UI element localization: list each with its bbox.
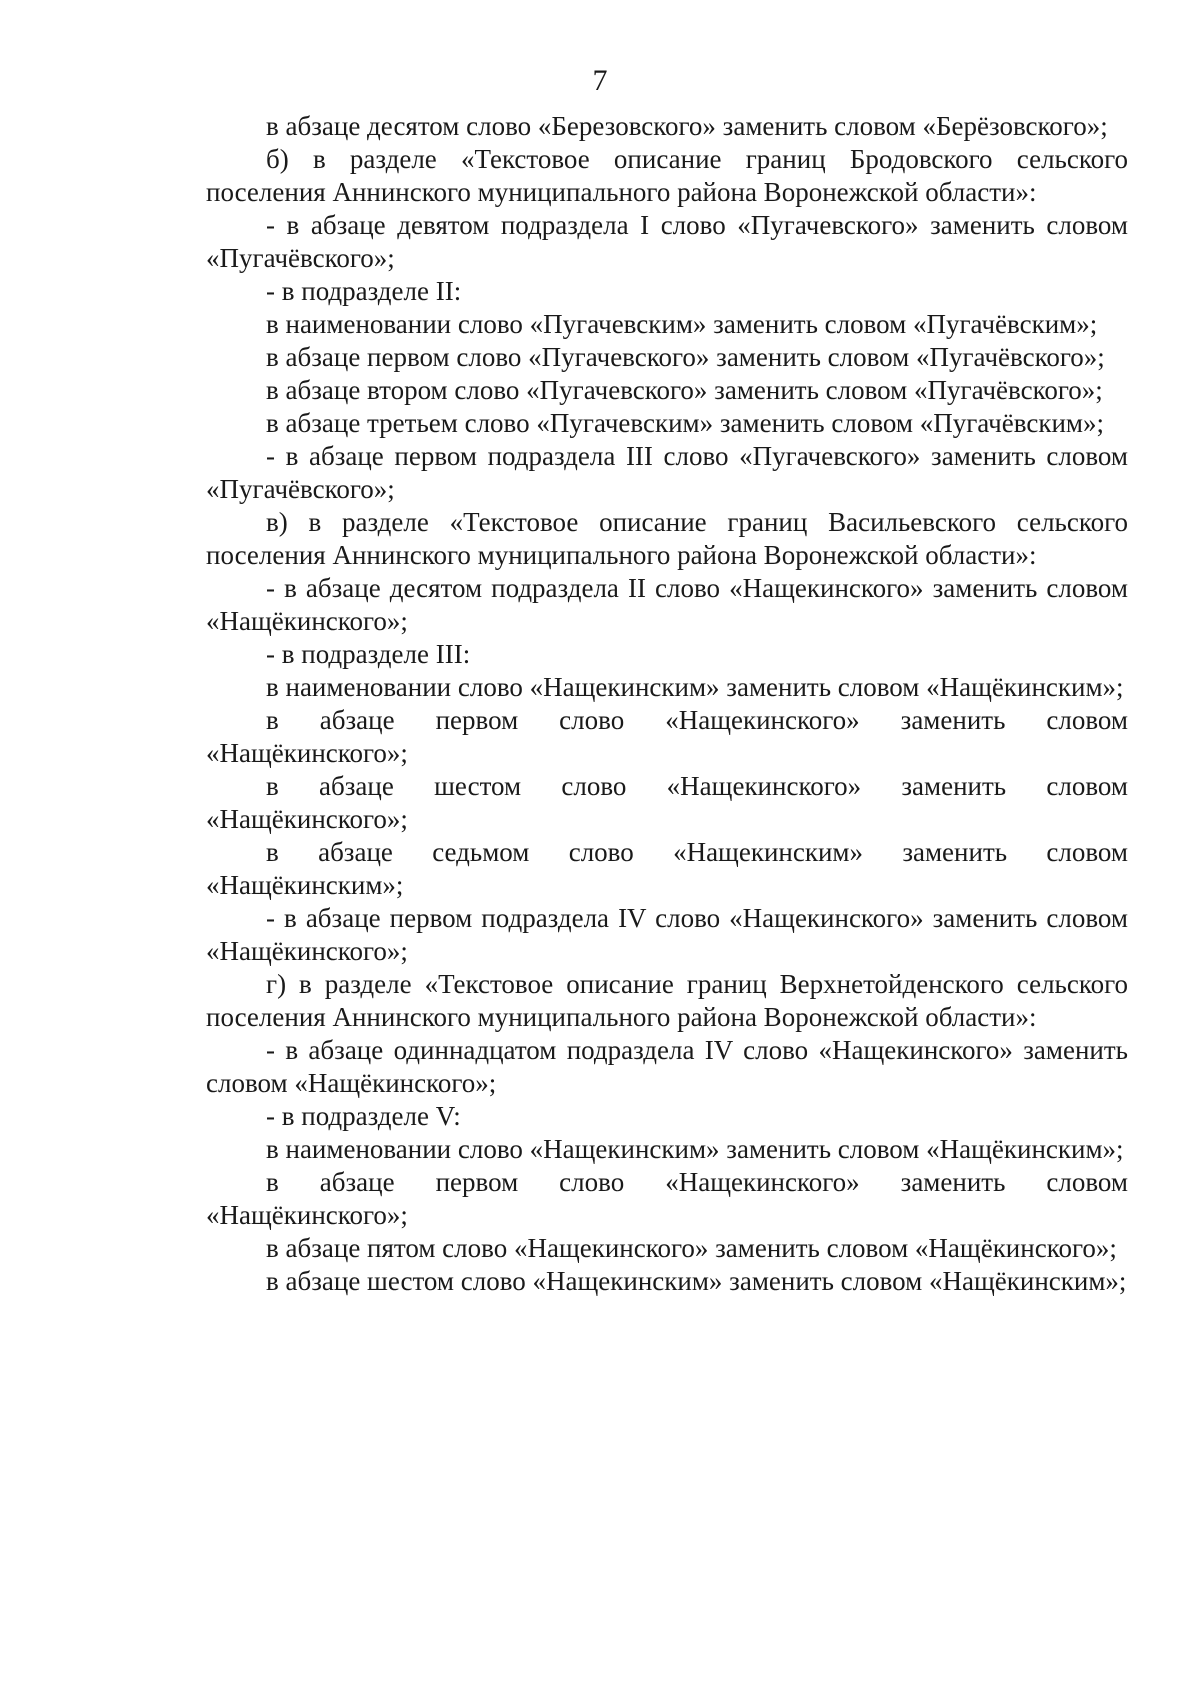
paragraph: - в абзаце первом подраздела IV слово «Нащекинского» заменить словом «Нащёкинского»; — [206, 903, 1128, 966]
paragraph: - в абзаце одиннадцатом подраздела IV слово «Нащекинского» заменить словом «Нащёкинского»; — [206, 1035, 1128, 1098]
paragraph: в наименовании слово «Нащекинским» заменить словом «Нащёкинским»; — [266, 1134, 1124, 1164]
paragraph: в абзаце шестом слово «Нащекинским» заменить словом «Нащёкинским»; — [266, 1266, 1127, 1296]
paragraph: - в абзаце первом подраздела III слово «Пугачевского» заменить словом «Пугачёвского»; — [206, 441, 1128, 504]
paragraph: - в абзаце девятом подраздела I слово «Пугачевского» заменить словом «Пугачёвского»; — [206, 210, 1128, 273]
paragraph: в) в разделе «Текстовое описание границ Васильевского сельского поселения Аннинского муниципального района Воронежской области»: — [206, 507, 1128, 570]
paragraph: - в подразделе II: — [266, 276, 462, 306]
paragraph: в наименовании слово «Нащекинским» заменить словом «Нащёкинским»; — [266, 672, 1124, 702]
paragraph: в абзаце шестом слово «Нащекинского» заменить словом «Нащёкинского»; — [206, 771, 1128, 834]
paragraph: в абзаце седьмом слово «Нащекинским» заменить словом «Нащёкинским»; — [206, 837, 1128, 900]
paragraph: в абзаце первом слово «Нащекинского» заменить словом «Нащёкинского»; — [206, 705, 1128, 768]
paragraph: в абзаце третьем слово «Пугачевским» заменить словом «Пугачёвским»; — [266, 408, 1104, 438]
paragraph: в абзаце десятом слово «Березовского» заменить словом «Берёзовского»; — [266, 111, 1108, 141]
document-body — [206, 110, 1128, 1298]
paragraph: - в подразделе V: — [266, 1101, 461, 1131]
paragraph: - в абзаце десятом подраздела II слово «Нащекинского» заменить словом «Нащёкинского»; — [206, 573, 1128, 636]
paragraph: г) в разделе «Текстовое описание границ Верхнетойденского сельского поселения Аннинского муниципального района Воронежской области»: — [206, 969, 1128, 1032]
paragraph: в абзаце пятом слово «Нащекинского» заменить словом «Нащёкинского»; — [266, 1233, 1117, 1263]
page-number: 7 — [592, 64, 608, 97]
paragraph: б) в разделе «Текстовое описание границ Бродовского сельского поселения Аннинского муниципального района Воронежской области»: — [206, 144, 1128, 207]
paragraph: в абзаце втором слово «Пугачевского» заменить словом «Пугачёвского»; — [266, 375, 1103, 405]
paragraph: в абзаце первом слово «Пугачевского» заменить словом «Пугачёвского»; — [266, 342, 1105, 372]
paragraph: в наименовании слово «Пугачевским» заменить словом «Пугачёвским»; — [266, 309, 1098, 339]
paragraph: - в подразделе III: — [266, 639, 471, 669]
paragraph: в абзаце первом слово «Нащекинского» заменить словом «Нащёкинского»; — [206, 1167, 1128, 1230]
